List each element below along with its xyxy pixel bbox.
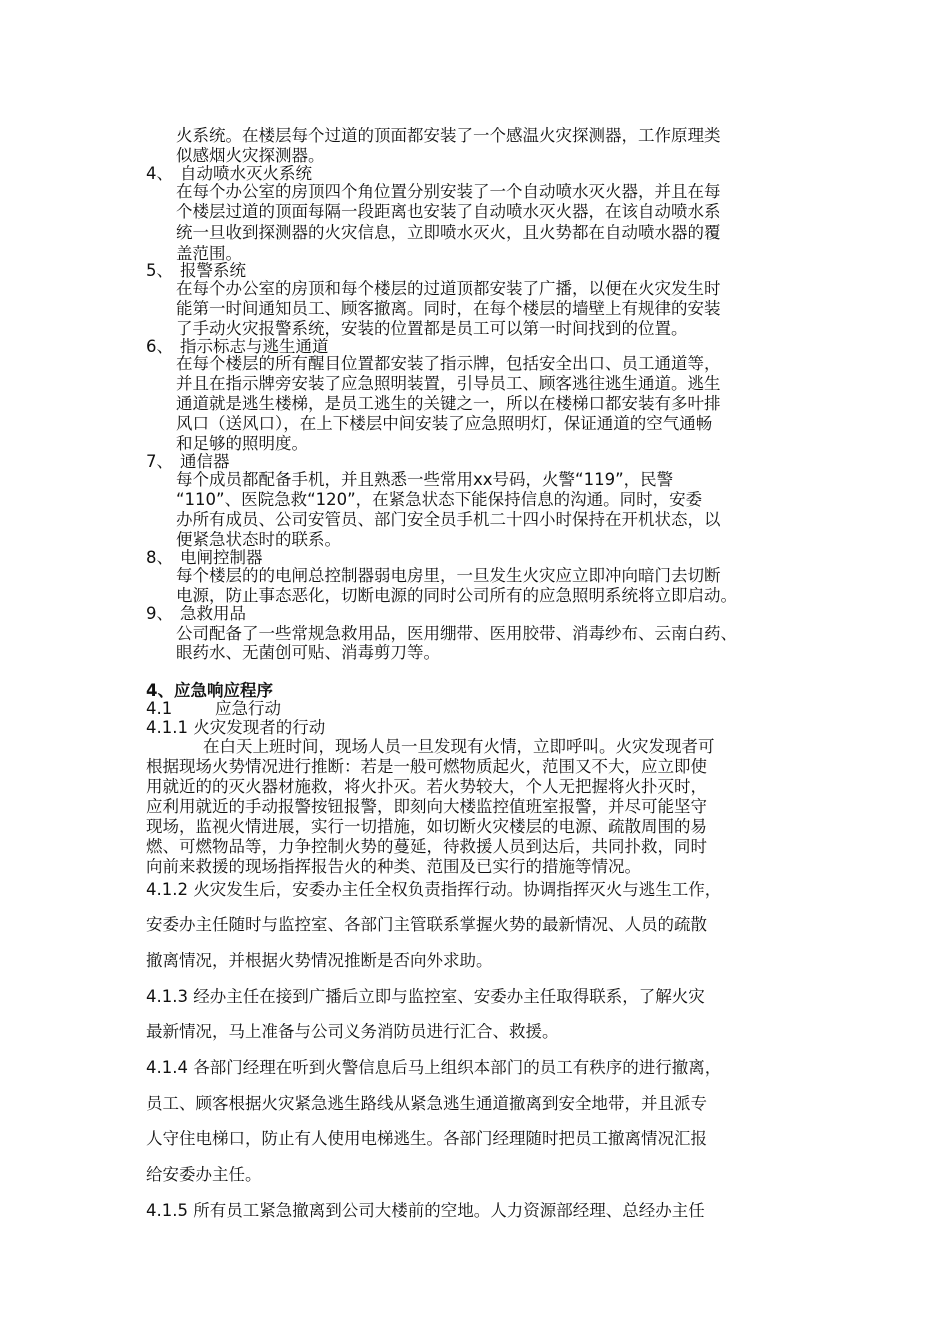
- item-title: 自动喷水灭火系统: [180, 164, 312, 183]
- item-line: 在每个楼层的所有醒目位置都安装了指示牌，包括安全出口、员工通道等，: [176, 354, 721, 373]
- item-line: 风口（送风口），在上下楼层中间安装了应急照明灯，保证通道的空气通畅: [176, 414, 713, 433]
- item-number: 6、: [146, 337, 173, 356]
- subsection-number: 4.1: [146, 699, 173, 718]
- item-number: 7、: [146, 452, 173, 471]
- item-line: 个楼层过道的顶面每隔一段距离也安装了自动喷水灭火器，在该自动喷水系: [176, 202, 721, 221]
- item-line: 在每个办公室的房顶四个角位置分别安装了一个自动喷水灭火器，并且在每: [176, 182, 721, 201]
- item-line: 眼药水、无菌创可贴、消毒剪刀等。: [176, 643, 440, 662]
- item-line: 通道就是逃生楼梯，是员工逃生的关键之一，所以在楼梯口都安装有多叶排: [176, 394, 721, 413]
- wide-para-line: 最新情况，马上准备与公司义务消防员进行汇合、救援。: [146, 1022, 559, 1041]
- item-title: 急救用品: [180, 604, 246, 623]
- item-line: 电源，防止事态恶化，切断电源的同时公司所有的应急照明系统将立即启动。: [176, 586, 737, 605]
- wide-para-line: 4.1.3 经办主任在接到广播后立即与监控室、安委办主任取得联系，了解火灾: [146, 987, 705, 1006]
- wide-para-line: 给安委办主任。: [146, 1165, 262, 1184]
- item-title: 报警系统: [180, 261, 246, 280]
- para-line: 用就近的的灭火器材施救，将火扑灭。若火势较大，个人无把握将火扑灭时，: [146, 777, 707, 796]
- wide-para-line: 员工、顾客根据火灾紧急逃生路线从紧急逃生通道撤离到安全地带，并且派专: [146, 1094, 707, 1113]
- wide-para-line: 安委办主任随时与监控室、各部门主管联系掌握火势的最新情况、人员的疏散: [146, 915, 707, 934]
- item-number: 4、: [146, 164, 173, 183]
- subsubsection-title: 4.1.1 火灾发现者的行动: [146, 718, 326, 737]
- para-line: 向前来救援的现场指挥报告火的种类、范围及已实行的措施等情况。: [146, 857, 641, 876]
- item-number: 9、: [146, 604, 173, 623]
- item-line: 每个楼层的的电闸总控制器弱电房里，一旦发生火灾应立即冲向暗门去切断: [176, 566, 721, 585]
- para-line: 燃、可燃物品等，力争控制火势的蔓延，待救援人员到达后，共同扑救，同时: [146, 837, 707, 856]
- section-heading: 4、应急响应程序: [146, 681, 273, 700]
- wide-para-line: 撤离情况，并根据火势情况推断是否向外求助。: [146, 951, 493, 970]
- item-line: 每个成员都配备手机，并且熟悉一些常用xx号码，火警“119”，民警: [176, 470, 674, 489]
- item-title: 电闸控制器: [180, 548, 263, 567]
- intro-line: 似感烟火灾探测器。: [176, 146, 325, 165]
- item-line: 办所有成员、公司安管员、部门安全员手机二十四小时保持在开机状态，以: [176, 510, 721, 529]
- item-number: 8、: [146, 548, 173, 567]
- para-line: 在白天上班时间，现场人员一旦发现有火情，立即呼叫。火灾发现者可: [203, 737, 715, 756]
- wide-para-line: 人守住电梯口，防止有人使用电梯逃生。各部门经理随时把员工撤离情况汇报: [146, 1129, 707, 1148]
- subsection-title: 应急行动: [215, 699, 281, 718]
- para-line: 现场，监视火情进展，实行一切措施，如切断火灾楼层的电源、疏散周围的易: [146, 817, 707, 836]
- para-line: 根据现场火势情况进行推断：若是一般可燃物质起火，范围又不大，应立即使: [146, 757, 707, 776]
- item-line: 并且在指示牌旁安装了应急照明装置，引导员工、顾客逃往逃生通道。逃生: [176, 374, 721, 393]
- item-title: 通信器: [180, 452, 230, 471]
- wide-para-line: 4.1.4 各部门经理在听到火警信息后马上组织本部门的员工有秩序的进行撤离，: [146, 1058, 722, 1077]
- item-line: 公司配备了一些常规急救用品，医用绷带、医用胶带、消毒纱布、云南白药、: [176, 624, 737, 643]
- item-number: 5、: [146, 261, 173, 280]
- item-line: 统一旦收到探测器的火灾信息，立即喷水灭火，且火势都在自动喷水器的覆: [176, 223, 721, 242]
- item-line: 了手动火灾报警系统，安装的位置都是员工可以第一时间找到的位置。: [176, 319, 688, 338]
- item-line: 能第一时间通知员工、顾客撤离。同时，在每个楼层的墙壁上有规律的安装: [176, 299, 721, 318]
- para-line: 应利用就近的手动报警按钮报警，即刻向大楼监控值班室报警，并尽可能坚守: [146, 797, 707, 816]
- wide-para-line: 4.1.5 所有员工紧急撤离到公司大楼前的空地。人力资源部经理、总经办主任: [146, 1201, 705, 1220]
- wide-para-line: 4.1.2 火灾发生后，安委办主任全权负责指挥行动。协调指挥灭火与逃生工作，: [146, 880, 722, 899]
- item-line: 盖范围。: [176, 244, 242, 263]
- item-title: 指示标志与逃生通道: [180, 337, 329, 356]
- intro-line: 火系统。在楼层每个过道的顶面都安装了一个感温火灾探测器，工作原理类: [176, 126, 721, 145]
- item-line: 便紧急状态时的联系。: [176, 530, 341, 549]
- item-line: 在每个办公室的房顶和每个楼层的过道顶都安装了广播，以便在火灾发生时: [176, 279, 721, 298]
- item-line: 和足够的照明度。: [176, 434, 308, 453]
- item-line: “110”、医院急救“120”，在紧急状态下能保持信息的沟通。同时，安委: [176, 490, 703, 509]
